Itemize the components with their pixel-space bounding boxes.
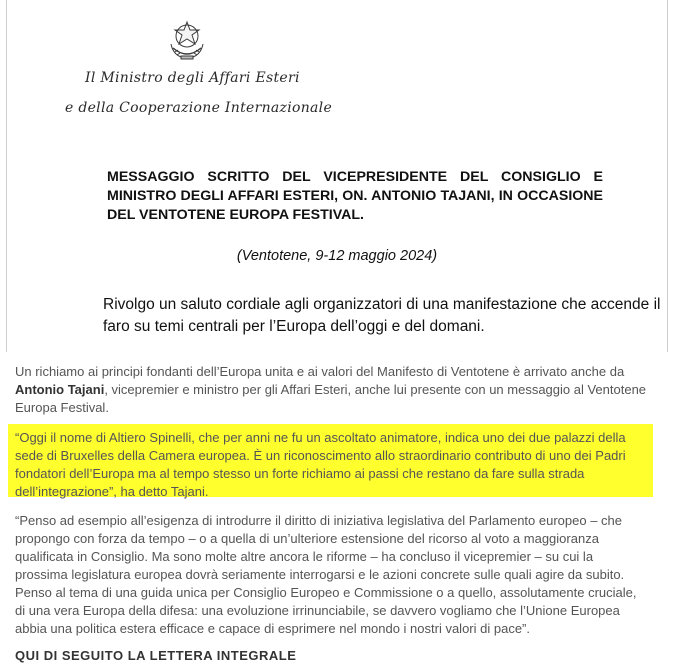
italian-republic-emblem-icon (167, 18, 207, 62)
letterhead-line-2: e della Cooperazione Internazionale (65, 100, 333, 116)
scanned-letter (6, 0, 668, 352)
intro-text-end: , vicepremier e ministro per gli Affari Esteri, anche lui presente con un messaggio al Ventotene Europa Festival. (15, 382, 647, 415)
intro-text-start: Un richiamo ai principi fondanti dell’Europa unita e ai valori del Manifesto di Ventotene è arrivato anche da (15, 364, 625, 379)
document-dateline: (Ventotene, 9-12 maggio 2024) (236, 248, 438, 264)
document-title: MESSAGGIO SCRITTO DEL VICEPRESIDENTE DEL CONSIGLIO E MINISTRO DEGLI AFFARI ESTERI, ON. ANTONIO TAJANI, IN OCCASIONE DEL VENTOTENE EUROPA FESTIVAL. (107, 169, 603, 223)
intro-name: Antonio Tajani (15, 382, 105, 397)
second-quote-paragraph: “Penso ad esempio all’esigenza di introdurre il diritto di iniziativa legislativa del Parlamento europeo – che propongo con forza da tempo – o a quella di un’ulteriore estensione del ricorso al voto a maggioranza qualificata in Consiglio. Ma sono molte altre ancora le riforme – ha concluso il vicepremier – su cui la prossima legislatura europea dovrà seriamente interrogarsi e le azioni concrete sulle quali agire da subito. Penso al tema di una guida unica per Consiglio Europeo e Commissione o a quello, assolutamente cruciale, di una vera Europa della difesa: una evoluzione irrinunciabile, se davvero vogliamo che l’Unione Europea abbia una politica estera efficace e capace di esprimere nel mondo i nostri valori di pace”. (15, 513, 637, 636)
cut-off-heading: QUI DI SEGUITO LA LETTERA INTEGRALE (15, 648, 297, 663)
document-salute: Rivolgo un saluto cordiale agli organizzatori di una manifestazione che accende il faro su temi centrali per l’Europa dell’oggi e del domani. (103, 296, 661, 335)
highlighted-quote-paragraph: “Oggi il nome di Altiero Spinelli, che per anni ne fu un ascoltato animatore, indica uno dei due palazzi della sede di Bruxelles della Camera europea. È un riconoscimento allo straordinario contributo di uno dei Padri fondatori dell’Europa ma al tempo stesso un forte richiamo ai passi che restano da fare sulla strada dell’integrazione”, ha detto Tajani. (15, 430, 626, 499)
article-intro-paragraph (15, 363, 665, 417)
letterhead-line-1: Il Ministro degli Affari Esteri (85, 70, 300, 86)
